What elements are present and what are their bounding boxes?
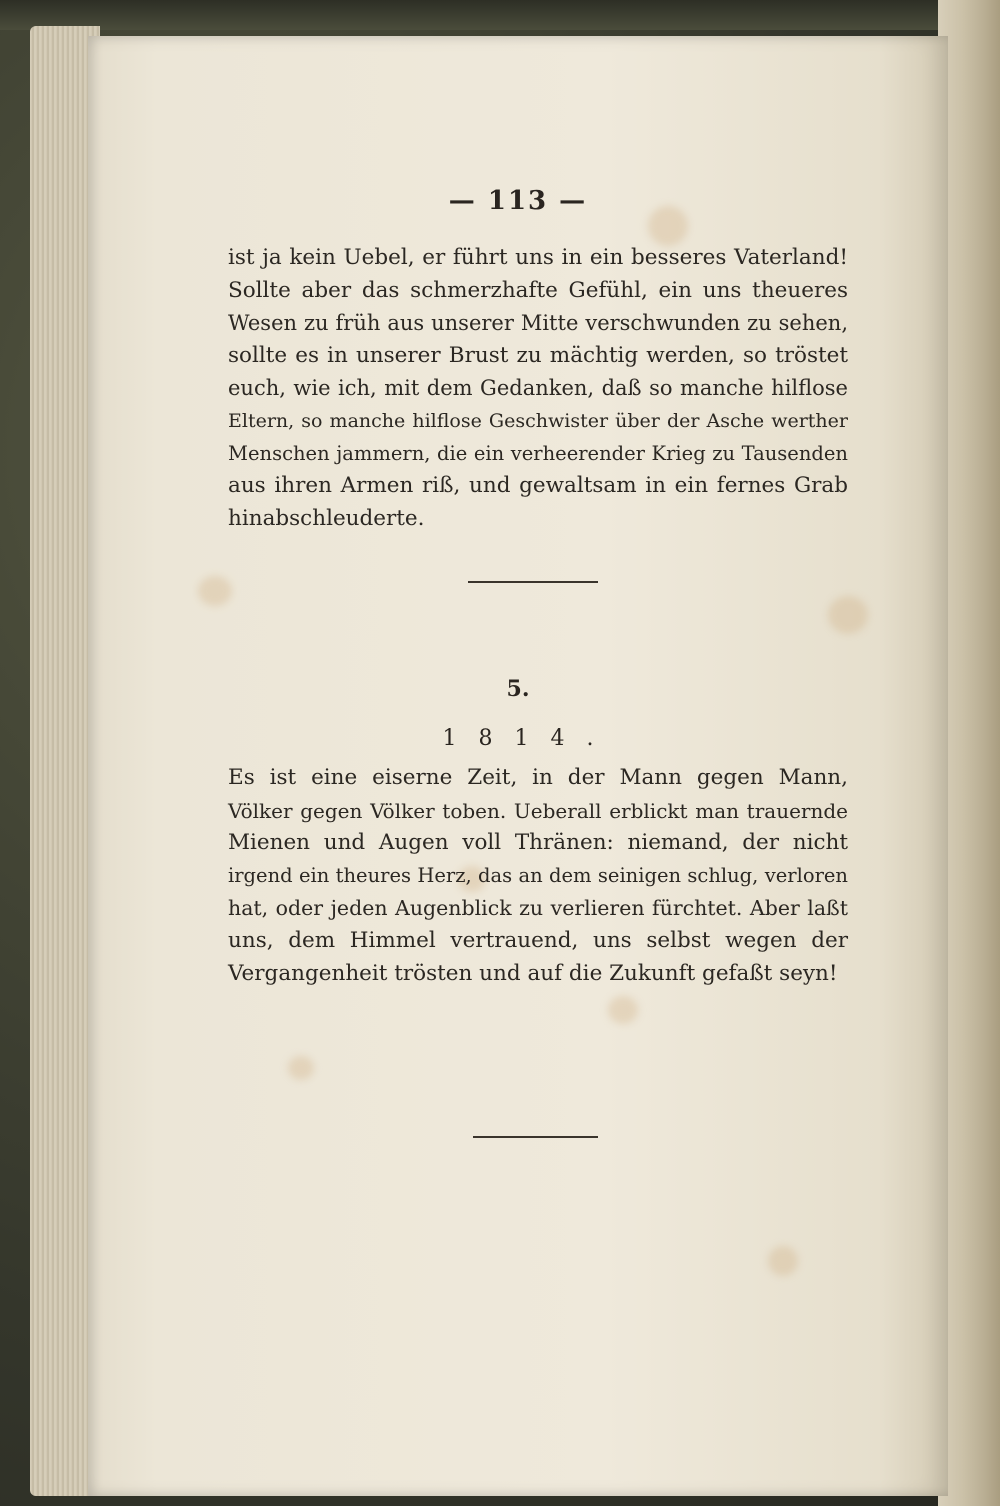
foxing-stain [768, 1246, 798, 1276]
paragraph-1 [228, 242, 848, 535]
text-line: Eltern, so manche hilflose Geschwister über der Asche werther [228, 409, 848, 432]
foxing-stain [198, 576, 232, 606]
foxing-stain [288, 1056, 314, 1080]
foxing-stain [608, 996, 638, 1024]
section-divider [468, 581, 598, 583]
text-line: Menschen jammern, die ein verheerender Krieg zu Tausenden [228, 441, 848, 465]
book-page [88, 36, 948, 1496]
text-line: irgend ein theures Herz, das an dem seinigen schlug, verloren [228, 863, 848, 887]
text-line: uns, dem Himmel vertrauend, uns selbst wegen der [228, 927, 848, 953]
text-line: ist ja kein Uebel, er führt uns in ein besseres Vaterland! [228, 245, 848, 270]
text-line: Es ist eine eiserne Zeit, in der Mann gegen Mann, [228, 765, 848, 790]
section-title: 1814. [442, 726, 616, 751]
text-line: Völker gegen Völker toben. Ueberall erblickt man trauernde [228, 798, 848, 823]
foxing-stain [828, 596, 868, 634]
text-line: Vergangenheit trösten und auf die Zukunft gefaßt seyn! [228, 960, 838, 986]
text-line: aus ihren Armen riß, und gewaltsam in ein fernes Grab [228, 473, 848, 499]
text-line: hinabschleuderte. [228, 505, 425, 531]
text-line: Mienen und Augen voll Thränen: niemand, der nicht [228, 830, 848, 856]
text-line: Wesen zu früh aus unserer Mitte verschwunden zu sehen, [228, 311, 848, 336]
section-number: 5. [506, 676, 530, 702]
text-line: Sollte aber das schmerzhafte Gefühl, ein uns theueres [228, 277, 848, 303]
end-divider [473, 1136, 598, 1138]
book-cover-edge [0, 0, 1000, 30]
page-number: — 113 — [448, 186, 588, 216]
text-line: hat, oder jeden Augenblick zu verlieren fürchtet. Aber laßt [228, 896, 848, 921]
paragraph-2 [228, 762, 848, 990]
text-line: sollte es in unserer Brust zu mächtig werden, so tröstet [228, 342, 848, 368]
text-line: euch, wie ich, mit dem Gedanken, daß so manche hilflose [228, 376, 848, 401]
